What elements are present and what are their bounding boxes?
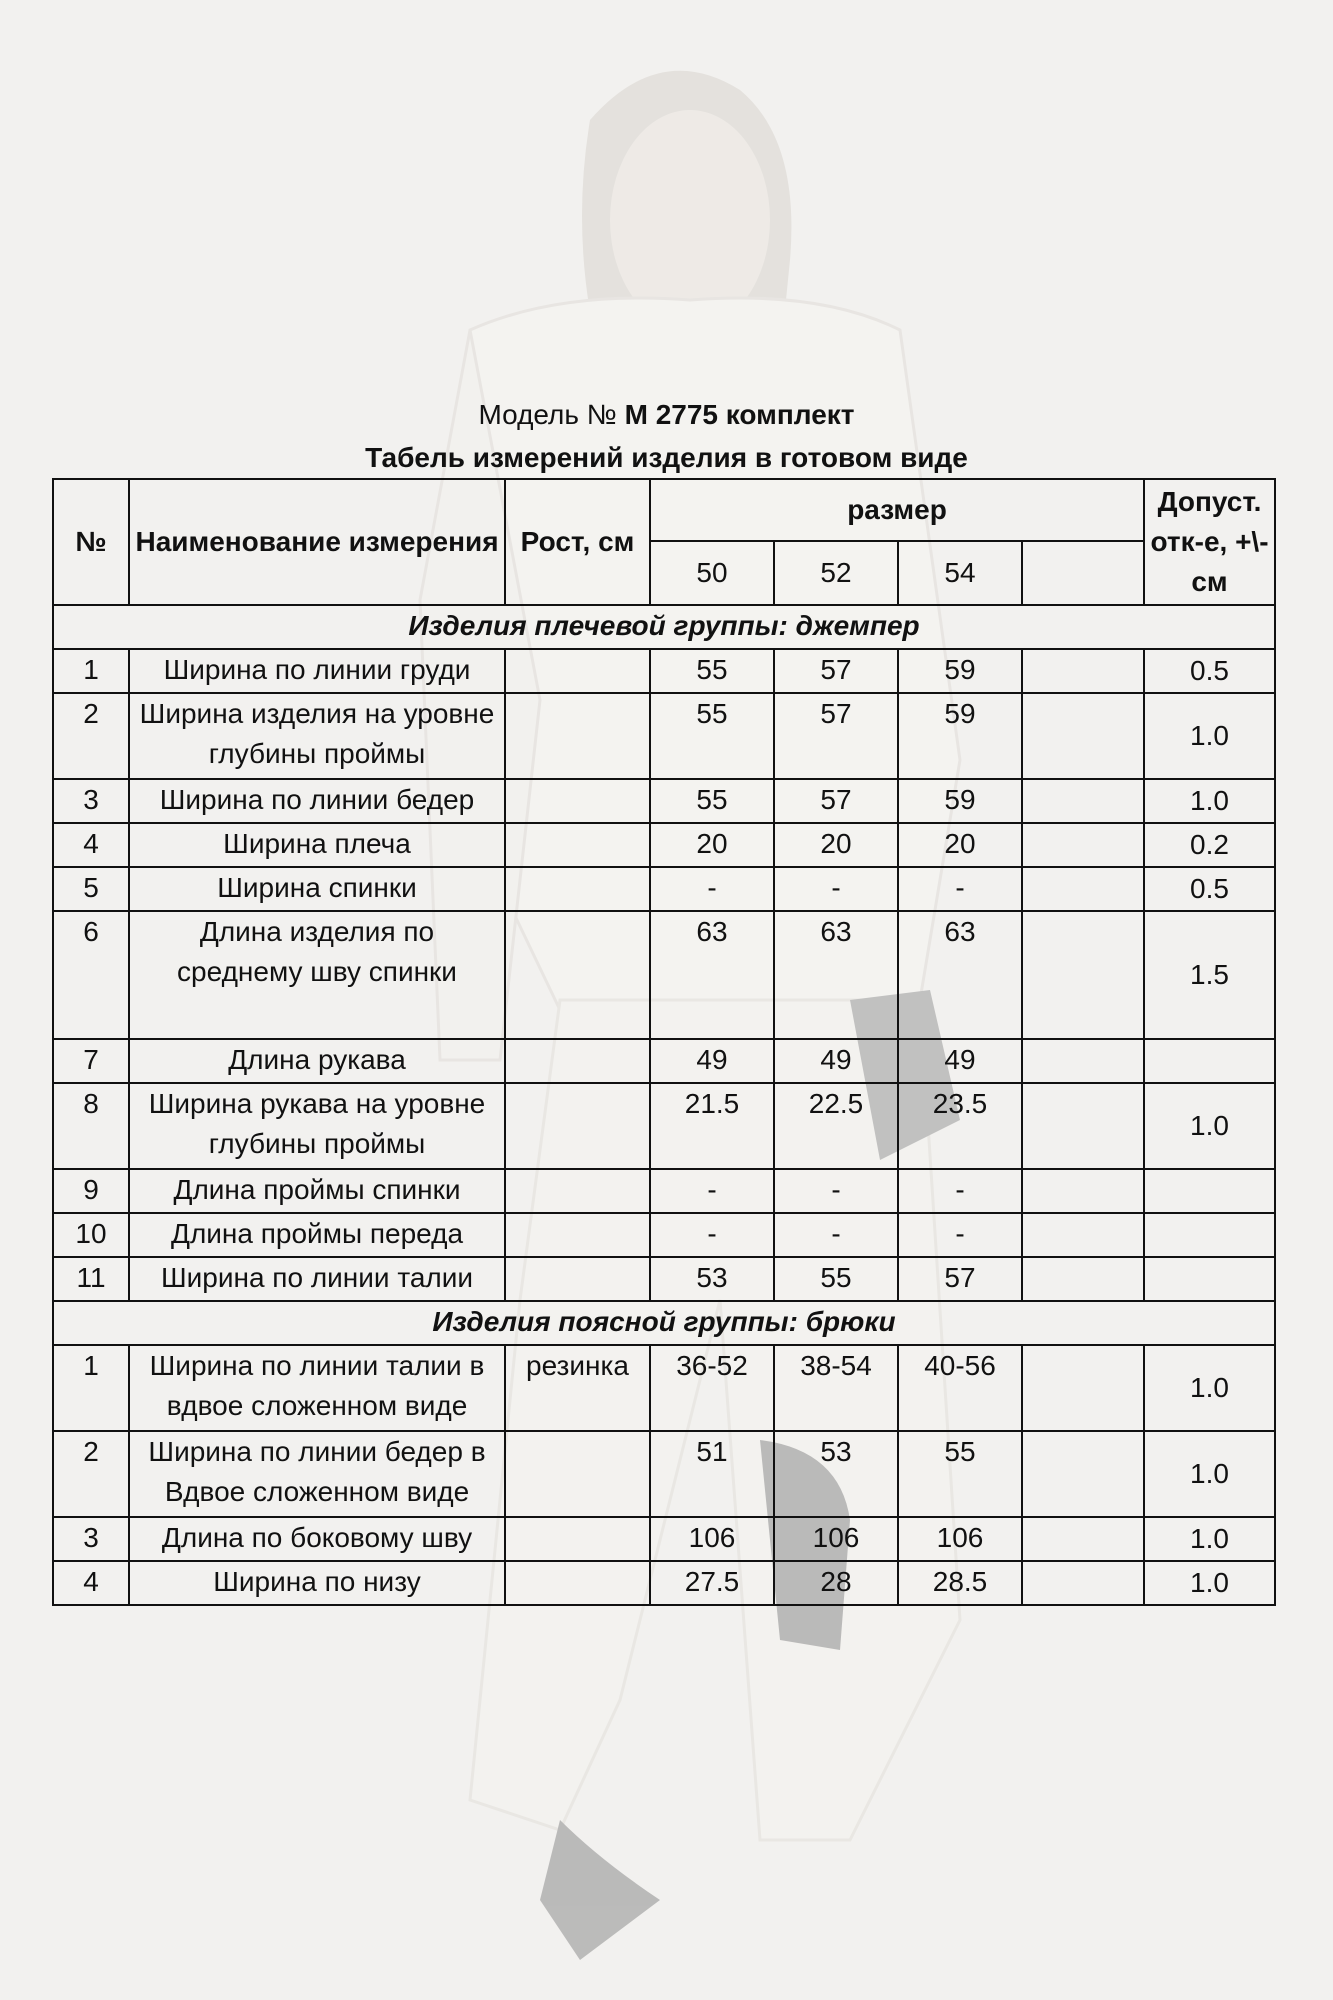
- cell-size-52: 57: [774, 649, 898, 693]
- document-title: [0, 395, 1333, 435]
- cell-size-extra: [1022, 1213, 1144, 1257]
- cell-size-extra: [1022, 649, 1144, 693]
- cell-size-52: 57: [774, 779, 898, 823]
- cell-size-54: 20: [898, 823, 1022, 867]
- cell-size-50: 20: [650, 823, 774, 867]
- cell-size-50: 63: [650, 911, 774, 1039]
- cell-size-extra: [1022, 823, 1144, 867]
- cell-size-extra: [1022, 1431, 1144, 1517]
- cell-tolerance: 1.0: [1144, 1345, 1275, 1431]
- cell-size-50: 36-52: [650, 1345, 774, 1431]
- cell-size-50: 106: [650, 1517, 774, 1561]
- cell-size-50: 27.5: [650, 1561, 774, 1605]
- cell-num: 6: [53, 911, 129, 1039]
- cell-size-52: -: [774, 867, 898, 911]
- cell-num: 11: [53, 1257, 129, 1301]
- cell-size-54: 23.5: [898, 1083, 1022, 1169]
- cell-size-50: 53: [650, 1257, 774, 1301]
- cell-name: Ширина изделия на уровне глубины проймы: [129, 693, 505, 779]
- table-row: [53, 1257, 1275, 1301]
- section-title: Изделия поясной группы: брюки: [53, 1301, 1275, 1345]
- table-row: [53, 1561, 1275, 1605]
- cell-size-extra: [1022, 1039, 1144, 1083]
- cell-tolerance: [1144, 1257, 1275, 1301]
- cell-height: резинка: [505, 1345, 650, 1431]
- cell-size-54: 40-56: [898, 1345, 1022, 1431]
- cell-size-52: -: [774, 1213, 898, 1257]
- cell-height: [505, 1169, 650, 1213]
- cell-size-extra: [1022, 1345, 1144, 1431]
- cell-size-52: 28: [774, 1561, 898, 1605]
- table-row: [53, 1039, 1275, 1083]
- cell-size-54: 59: [898, 649, 1022, 693]
- cell-height: [505, 1083, 650, 1169]
- document-subtitle: Табель измерений изделия в готовом виде: [365, 442, 968, 473]
- header-size: размер: [650, 479, 1144, 541]
- cell-num: 2: [53, 1431, 129, 1517]
- cell-num: 1: [53, 1345, 129, 1431]
- cell-size-52: 49: [774, 1039, 898, 1083]
- cell-name: Ширина по линии талии в вдвое сложенном виде: [129, 1345, 505, 1431]
- cell-size-extra: [1022, 779, 1144, 823]
- cell-num: 9: [53, 1169, 129, 1213]
- cell-size-52: 57: [774, 693, 898, 779]
- cell-size-54: 57: [898, 1257, 1022, 1301]
- cell-size-54: -: [898, 867, 1022, 911]
- cell-size-50: -: [650, 867, 774, 911]
- cell-size-extra: [1022, 1561, 1144, 1605]
- cell-size-extra: [1022, 867, 1144, 911]
- cell-size-50: 21.5: [650, 1083, 774, 1169]
- table-row: [53, 693, 1275, 779]
- cell-size-50: 55: [650, 649, 774, 693]
- cell-size-54: 28.5: [898, 1561, 1022, 1605]
- cell-tolerance: [1144, 1039, 1275, 1083]
- cell-num: 10: [53, 1213, 129, 1257]
- cell-num: 2: [53, 693, 129, 779]
- table-row: [53, 1213, 1275, 1257]
- cell-height: [505, 649, 650, 693]
- cell-height: [505, 1213, 650, 1257]
- cell-tolerance: 1.0: [1144, 1561, 1275, 1605]
- header-size-54: 54: [898, 541, 1022, 605]
- cell-num: 7: [53, 1039, 129, 1083]
- header-size-extra: [1022, 541, 1144, 605]
- cell-height: [505, 693, 650, 779]
- table-row: [53, 1431, 1275, 1517]
- cell-height: [505, 1039, 650, 1083]
- table-row: [53, 649, 1275, 693]
- cell-size-52: 22.5: [774, 1083, 898, 1169]
- cell-size-50: 49: [650, 1039, 774, 1083]
- table-row: [53, 1083, 1275, 1169]
- cell-num: 4: [53, 1561, 129, 1605]
- cell-size-extra: [1022, 1083, 1144, 1169]
- header-size-52: 52: [774, 541, 898, 605]
- cell-tolerance: 1.0: [1144, 1517, 1275, 1561]
- model-code: М 2775 комплект: [624, 399, 855, 430]
- cell-tolerance: 1.0: [1144, 1431, 1275, 1517]
- cell-size-extra: [1022, 911, 1144, 1039]
- cell-name: Ширина рукава на уровне глубины проймы: [129, 1083, 505, 1169]
- cell-size-54: 63: [898, 911, 1022, 1039]
- cell-size-extra: [1022, 1517, 1144, 1561]
- cell-size-extra: [1022, 1169, 1144, 1213]
- cell-height: [505, 1257, 650, 1301]
- cell-size-52: 55: [774, 1257, 898, 1301]
- cell-size-52: 20: [774, 823, 898, 867]
- cell-size-54: 106: [898, 1517, 1022, 1561]
- cell-height: [505, 867, 650, 911]
- cell-name: Ширина плеча: [129, 823, 505, 867]
- table-row: [53, 911, 1275, 1039]
- cell-size-54: -: [898, 1169, 1022, 1213]
- cell-num: 5: [53, 867, 129, 911]
- cell-size-52: 106: [774, 1517, 898, 1561]
- cell-tolerance: [1144, 1213, 1275, 1257]
- cell-name: Ширина спинки: [129, 867, 505, 911]
- cell-name: Ширина по линии талии: [129, 1257, 505, 1301]
- cell-size-extra: [1022, 1257, 1144, 1301]
- section-row: [53, 1301, 1275, 1345]
- cell-size-50: 55: [650, 779, 774, 823]
- cell-size-52: 38-54: [774, 1345, 898, 1431]
- cell-tolerance: 0.5: [1144, 867, 1275, 911]
- cell-num: 4: [53, 823, 129, 867]
- cell-num: 3: [53, 779, 129, 823]
- cell-size-50: 55: [650, 693, 774, 779]
- cell-height: [505, 823, 650, 867]
- table-row: [53, 1169, 1275, 1213]
- table-row: [53, 867, 1275, 911]
- cell-height: [505, 911, 650, 1039]
- header-tolerance: Допуст. отк-е, +\-см: [1144, 479, 1275, 605]
- table-row: [53, 823, 1275, 867]
- cell-height: [505, 1431, 650, 1517]
- cell-size-52: -: [774, 1169, 898, 1213]
- measurement-table: [52, 478, 1276, 1606]
- header-size-50: 50: [650, 541, 774, 605]
- cell-num: 3: [53, 1517, 129, 1561]
- cell-name: Длина проймы спинки: [129, 1169, 505, 1213]
- cell-size-54: 55: [898, 1431, 1022, 1517]
- section-title: Изделия плечевой группы: джемпер: [53, 605, 1275, 649]
- table-body: [53, 605, 1275, 1605]
- cell-name: Ширина по линии груди: [129, 649, 505, 693]
- cell-num: 8: [53, 1083, 129, 1169]
- cell-name: Ширина по низу: [129, 1561, 505, 1605]
- cell-tolerance: 1.0: [1144, 779, 1275, 823]
- header-name: Наименование измерения: [129, 479, 505, 605]
- cell-tolerance: 1.5: [1144, 911, 1275, 1039]
- cell-tolerance: 0.2: [1144, 823, 1275, 867]
- cell-tolerance: 1.0: [1144, 693, 1275, 779]
- shoe-left-shape: [540, 1820, 660, 1960]
- cell-tolerance: 1.0: [1144, 1083, 1275, 1169]
- section-row: [53, 605, 1275, 649]
- cell-name: Длина изделия по среднему шву спинки: [129, 911, 505, 1039]
- cell-tolerance: 0.5: [1144, 649, 1275, 693]
- cell-size-50: -: [650, 1169, 774, 1213]
- cell-name: Длина проймы переда: [129, 1213, 505, 1257]
- cell-height: [505, 779, 650, 823]
- cell-height: [505, 1517, 650, 1561]
- header-num: №: [53, 479, 129, 605]
- model-prefix: Модель №: [478, 399, 617, 430]
- cell-size-50: 51: [650, 1431, 774, 1517]
- table-row: [53, 779, 1275, 823]
- cell-size-54: 59: [898, 693, 1022, 779]
- cell-size-54: 49: [898, 1039, 1022, 1083]
- header-height: Рост, см: [505, 479, 650, 605]
- cell-height: [505, 1561, 650, 1605]
- cell-num: 1: [53, 649, 129, 693]
- table-row: [53, 1345, 1275, 1431]
- cell-tolerance: [1144, 1169, 1275, 1213]
- cell-name: Длина по боковому шву: [129, 1517, 505, 1561]
- cell-name: Длина рукава: [129, 1039, 505, 1083]
- cell-name: Ширина по линии бедер в Вдвое сложенном виде: [129, 1431, 505, 1517]
- cell-size-52: 53: [774, 1431, 898, 1517]
- cell-size-extra: [1022, 693, 1144, 779]
- cell-size-54: 59: [898, 779, 1022, 823]
- cell-name: Ширина по линии бедер: [129, 779, 505, 823]
- table-row: [53, 1517, 1275, 1561]
- cell-size-52: 63: [774, 911, 898, 1039]
- cell-size-50: -: [650, 1213, 774, 1257]
- cell-size-54: -: [898, 1213, 1022, 1257]
